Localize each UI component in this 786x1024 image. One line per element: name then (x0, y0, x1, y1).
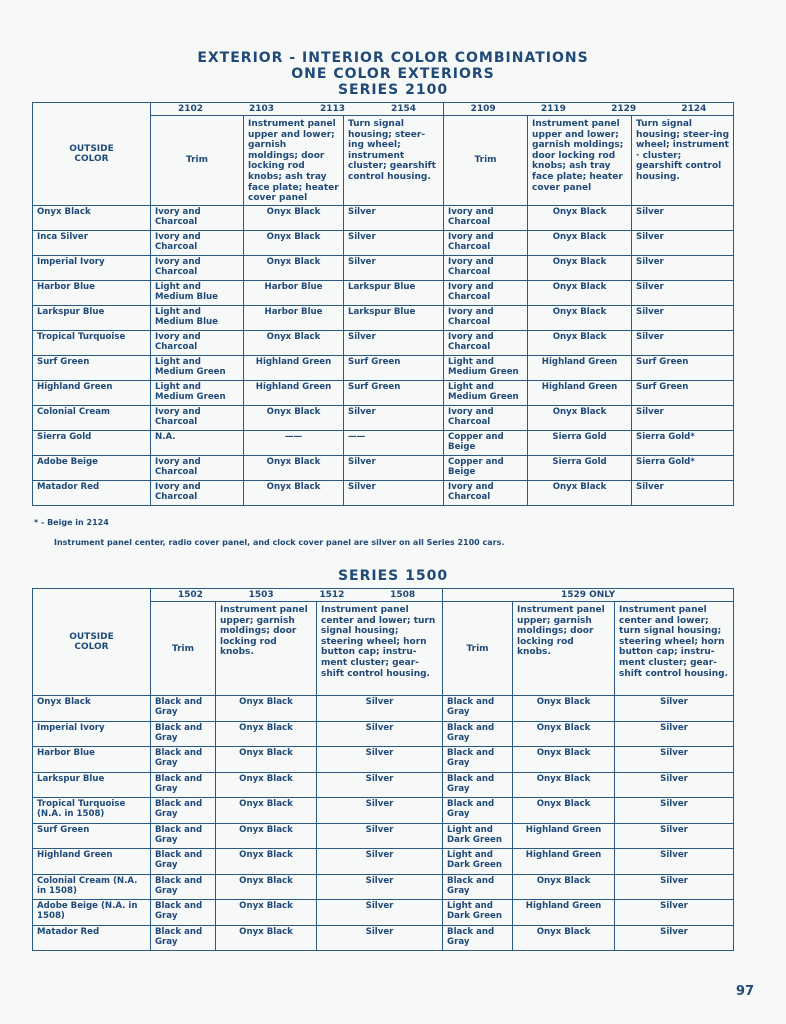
color-cell: Silver (317, 798, 443, 824)
color-cell: Black and Gray (151, 849, 216, 875)
table-row (33, 255, 734, 280)
color-cell: Surf Green (632, 355, 734, 380)
color-cell: Onyx Black (216, 772, 317, 798)
outside-color-cell: Sierra Gold (33, 430, 151, 455)
color-cell: Black and Gray (151, 925, 216, 951)
color-cell: Onyx Black (244, 405, 344, 430)
color-cell: Silver (632, 480, 734, 505)
outside-color-cell: Tropical Turquoise (33, 330, 151, 355)
color-cell: Onyx Black (528, 205, 632, 230)
color-cell: Onyx Black (513, 772, 615, 798)
table-row (33, 480, 734, 505)
color-cell: Silver (615, 925, 734, 951)
color-cell: Onyx Black (513, 747, 615, 773)
model-number: 1502 (177, 590, 203, 600)
color-cell: Black and Gray (151, 772, 216, 798)
outside-color-cell: Inca Silver (33, 230, 151, 255)
outside-color-cell: Harbor Blue (33, 747, 151, 773)
color-cell: Onyx Black (244, 330, 344, 355)
color-cell: Black and Gray (151, 696, 216, 722)
color-cell: Black and Gray (151, 798, 216, 824)
outside-color-cell: Highland Green (33, 849, 151, 875)
outside-color-header: OUTSIDE COLOR (33, 103, 151, 206)
color-cell: Larkspur Blue (344, 305, 444, 330)
footnote: * - Beige in 2124 (34, 518, 109, 527)
color-cell: Silver (615, 747, 734, 773)
color-cell: Copper and Beige (444, 455, 528, 480)
color-cell: Silver (615, 696, 734, 722)
color-cell: Silver (317, 900, 443, 926)
color-cell: Onyx Black (528, 305, 632, 330)
outside-color-cell: Highland Green (33, 380, 151, 405)
series-2100-note: Instrument panel center, radio cover panel, and clock cover panel are silver on all Series 2100 cars. (54, 538, 505, 547)
color-cell: Ivory and Charcoal (444, 205, 528, 230)
color-cell: Light and Dark Green (443, 823, 513, 849)
color-cell: N.A. (151, 430, 244, 455)
color-cell: Ivory and Charcoal (151, 330, 244, 355)
color-cell: Highland Green (513, 849, 615, 875)
color-cell: Silver (317, 823, 443, 849)
table-row (33, 230, 734, 255)
color-cell: Ivory and Charcoal (151, 455, 244, 480)
color-cell: Light and Medium Blue (151, 280, 244, 305)
series-1500-title: SERIES 1500 (337, 568, 449, 584)
page-number: 97 (736, 984, 755, 999)
color-cell: Black and Gray (443, 696, 513, 722)
color-cell: Silver (632, 330, 734, 355)
color-cell: Larkspur Blue (344, 280, 444, 305)
color-cell: Silver (344, 230, 444, 255)
outside-color-cell: Imperial Ivory (33, 255, 151, 280)
model-number: 2103 (248, 104, 275, 114)
table-row (33, 696, 734, 722)
color-cell: Onyx Black (528, 280, 632, 305)
column-header: Trim (444, 116, 528, 206)
table-row (33, 355, 734, 380)
color-cell: Onyx Black (244, 480, 344, 505)
color-cell: Silver (632, 255, 734, 280)
model-number: 2109 (470, 104, 496, 114)
table-row (33, 280, 734, 305)
model-number: 2119 (540, 104, 566, 114)
color-cell: Sierra Gold* (632, 455, 734, 480)
color-cell: Ivory and Charcoal (151, 405, 244, 430)
outside-color-cell: Surf Green (33, 355, 151, 380)
color-cell: Light and Medium Green (444, 355, 528, 380)
outside-color-cell: Surf Green (33, 823, 151, 849)
color-cell: Highland Green (513, 900, 615, 926)
model-number: 1508 (390, 590, 416, 600)
table-row (33, 330, 734, 355)
column-header: Instrument panel upper; garnish moldings; door locking rod knobs. (513, 602, 615, 696)
color-cell: Black and Gray (151, 823, 216, 849)
color-cell: Silver (632, 405, 734, 430)
model-number: 2129 (611, 104, 637, 114)
model-number: 2113 (319, 104, 346, 114)
color-cell: Onyx Black (528, 255, 632, 280)
color-cell: Silver (632, 305, 734, 330)
color-cell: Silver (344, 330, 444, 355)
table-row (33, 721, 734, 747)
color-cell: Light and Medium Green (151, 380, 244, 405)
model-number-b: 1529 ONLY (443, 589, 734, 602)
color-cell: Surf Green (344, 380, 444, 405)
color-cell: Silver (615, 900, 734, 926)
color-cell: Onyx Black (513, 696, 615, 722)
color-cell: Light and Dark Green (443, 900, 513, 926)
column-header: Instrument panel upper and lower; garnish moldings; door locking rod knobs; ash tray face plate; heater cover panel (528, 116, 632, 206)
color-cell: Onyx Black (216, 747, 317, 773)
table-row (33, 925, 734, 951)
model-number: 1512 (319, 590, 345, 600)
table-row (33, 798, 734, 824)
outside-color-cell: Tropical Turquoise (N.A. in 1508) (33, 798, 151, 824)
outside-color-cell: Onyx Black (33, 696, 151, 722)
series-2100-table (32, 102, 734, 506)
color-cell: Silver (632, 205, 734, 230)
column-header: Turn signal housing; steer-ing wheel; instrument · cluster; gearshift control housing. (632, 116, 734, 206)
outside-color-cell: Imperial Ivory (33, 721, 151, 747)
color-cell: Black and Gray (151, 721, 216, 747)
color-cell: Onyx Black (216, 874, 317, 900)
model-number: 2102 (177, 104, 204, 114)
outside-color-cell: Onyx Black (33, 205, 151, 230)
color-cell: Silver (317, 696, 443, 722)
color-cell: Onyx Black (528, 405, 632, 430)
color-cell: Black and Gray (443, 721, 513, 747)
color-cell: Sierra Gold* (632, 430, 734, 455)
color-cell: —— (344, 430, 444, 455)
color-cell: Silver (632, 230, 734, 255)
table-row (33, 747, 734, 773)
color-cell: Sierra Gold (528, 430, 632, 455)
color-cell: Light and Medium Blue (151, 305, 244, 330)
color-cell: Onyx Black (216, 900, 317, 926)
color-cell: Ivory and Charcoal (444, 480, 528, 505)
model-number: 2124 (681, 104, 707, 114)
color-cell: Onyx Black (513, 798, 615, 824)
column-header: Instrument panel center and lower; turn signal housing; steering wheel; horn button cap; instru-ment cluster; gear-shift control housing. (317, 602, 443, 696)
color-cell: Onyx Black (216, 849, 317, 875)
table-row (33, 874, 734, 900)
color-cell: Silver (615, 849, 734, 875)
color-cell: Onyx Black (216, 798, 317, 824)
color-cell: Onyx Black (216, 721, 317, 747)
color-cell: Highland Green (513, 823, 615, 849)
table-row (33, 205, 734, 230)
outside-color-cell: Matador Red (33, 925, 151, 951)
color-cell: Black and Gray (443, 798, 513, 824)
color-cell: Onyx Black (513, 874, 615, 900)
color-cell: Black and Gray (443, 747, 513, 773)
color-cell: Silver (317, 874, 443, 900)
color-cell: Highland Green (244, 380, 344, 405)
model-numbers-b (444, 103, 734, 116)
color-cell: Silver (344, 255, 444, 280)
color-cell: Ivory and Charcoal (444, 230, 528, 255)
column-header: Trim (443, 602, 513, 696)
color-cell: Highland Green (528, 380, 632, 405)
color-cell: Sierra Gold (528, 455, 632, 480)
model-numbers-a (151, 103, 444, 116)
color-cell: Onyx Black (528, 330, 632, 355)
outside-color-cell: Adobe Beige (33, 455, 151, 480)
color-cell: Onyx Black (528, 230, 632, 255)
outside-color-cell: Colonial Cream (N.A. in 1508) (33, 874, 151, 900)
color-cell: Harbor Blue (244, 280, 344, 305)
color-cell: Silver (615, 772, 734, 798)
color-cell: Silver (317, 849, 443, 875)
color-cell: Black and Gray (151, 747, 216, 773)
color-cell: Surf Green (344, 355, 444, 380)
color-cell: —— (244, 430, 344, 455)
color-cell: Ivory and Charcoal (151, 230, 244, 255)
color-cell: Silver (615, 721, 734, 747)
color-cell: Onyx Black (216, 823, 317, 849)
color-cell: Light and Medium Green (444, 380, 528, 405)
model-numbers-a (151, 589, 443, 602)
table-row (33, 430, 734, 455)
table-row (33, 455, 734, 480)
color-cell: Highland Green (528, 355, 632, 380)
color-cell: Harbor Blue (244, 305, 344, 330)
color-cell: Silver (615, 823, 734, 849)
table-row (33, 900, 734, 926)
color-cell: Ivory and Charcoal (151, 205, 244, 230)
outside-color-cell: Larkspur Blue (33, 305, 151, 330)
color-cell: Black and Gray (443, 925, 513, 951)
table-row (33, 305, 734, 330)
color-cell: Black and Gray (443, 874, 513, 900)
color-cell: Silver (615, 874, 734, 900)
color-cell: Black and Gray (443, 772, 513, 798)
subtitle: ONE COLOR EXTERIORS (291, 66, 495, 82)
outside-color-cell: Colonial Cream (33, 405, 151, 430)
outside-color-cell: Larkspur Blue (33, 772, 151, 798)
color-cell: Onyx Black (216, 696, 317, 722)
outside-color-cell: Matador Red (33, 480, 151, 505)
color-cell: Black and Gray (151, 874, 216, 900)
column-header: Instrument panel center and lower; turn signal housing; steering wheel; horn button cap; instru-ment cluster; gear-shift control housing. (615, 602, 734, 696)
model-number: 2154 (390, 104, 417, 114)
color-cell: Onyx Black (216, 925, 317, 951)
column-header: Trim (151, 116, 244, 206)
table-row (33, 405, 734, 430)
outside-color-header: OUTSIDE COLOR (33, 589, 151, 696)
column-header: Instrument panel upper and lower; garnish moldings; door locking rod knobs; ash tray face plate; heater cover panel (244, 116, 344, 206)
color-cell: Ivory and Charcoal (444, 280, 528, 305)
table-row (33, 823, 734, 849)
color-cell: Black and Gray (151, 900, 216, 926)
series-2100-title: SERIES 2100 (337, 82, 449, 98)
color-cell: Ivory and Charcoal (444, 255, 528, 280)
color-cell: Onyx Black (513, 721, 615, 747)
color-cell: Onyx Black (244, 205, 344, 230)
color-cell: Silver (317, 772, 443, 798)
color-cell: Ivory and Charcoal (444, 405, 528, 430)
color-cell: Onyx Black (244, 255, 344, 280)
color-cell: Onyx Black (513, 925, 615, 951)
color-cell: Onyx Black (528, 480, 632, 505)
color-cell: Onyx Black (244, 455, 344, 480)
table-row (33, 380, 734, 405)
color-cell: Light and Dark Green (443, 849, 513, 875)
model-number: 1503 (248, 590, 274, 600)
column-header: Instrument panel upper; garnish moldings; door locking rod knobs. (216, 602, 317, 696)
color-cell: Light and Medium Green (151, 355, 244, 380)
color-cell: Silver (317, 925, 443, 951)
color-cell: Onyx Black (244, 230, 344, 255)
color-cell: Silver (344, 480, 444, 505)
color-cell: Surf Green (632, 380, 734, 405)
outside-color-cell: Harbor Blue (33, 280, 151, 305)
color-cell: Highland Green (244, 355, 344, 380)
color-cell: Silver (317, 721, 443, 747)
color-cell: Silver (632, 280, 734, 305)
color-cell: Silver (317, 747, 443, 773)
table-row (33, 772, 734, 798)
table-row (33, 849, 734, 875)
main-title: EXTERIOR - INTERIOR COLOR COMBINATIONS (197, 50, 589, 66)
color-cell: Copper and Beige (444, 430, 528, 455)
color-cell: Silver (344, 205, 444, 230)
color-cell: Ivory and Charcoal (444, 330, 528, 355)
color-cell: Ivory and Charcoal (444, 305, 528, 330)
color-cell: Silver (344, 455, 444, 480)
series-1500-table (32, 588, 734, 951)
color-cell: Ivory and Charcoal (151, 255, 244, 280)
color-cell: Silver (615, 798, 734, 824)
color-cell: Silver (344, 405, 444, 430)
column-header: Turn signal housing; steer-ing wheel; instrument cluster; gearshift control housing. (344, 116, 444, 206)
outside-color-cell: Adobe Beige (N.A. in 1508) (33, 900, 151, 926)
column-header: Trim (151, 602, 216, 696)
color-cell: Ivory and Charcoal (151, 480, 244, 505)
